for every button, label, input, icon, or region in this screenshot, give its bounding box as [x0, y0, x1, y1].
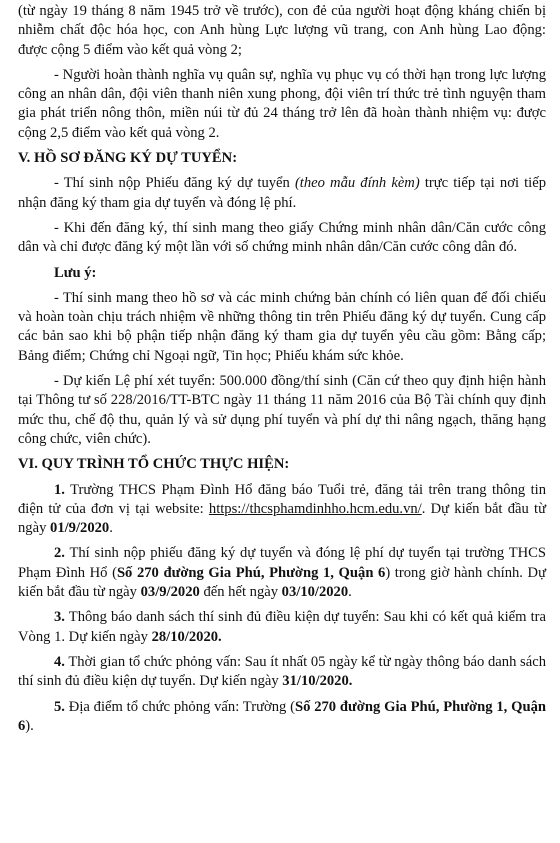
paragraph-documents: - Thí sinh mang theo hồ sơ và các minh chứng bản chính có liên quan để đối chiếu và hoàn toàn chịu trách nhiệm về những thông tin trên Phiếu đăng ký dự tuyển. Cung cấp các bản sao khi bộ phận tiếp nhận đăng ký tham gia dự tuyển yêu cầu gồm: Bằng cấp; Bảng điểm; Chứng chỉ Ngoại ngữ, Tin học; Phiếu khám sức khỏe.: [18, 289, 546, 364]
paragraph-priority-5-points: (từ ngày 19 tháng 8 năm 1945 trở về trước), con đẻ của người hoạt động kháng chiến bị nhiễm chất độc hóa học, con Anh hùng Lực lượng vũ trang, con Anh hùng Lao động: được cộng 5 điểm vào kết quả vòng 2;: [18, 3, 546, 58]
paragraph-id-requirement: - Khi đến đăng ký, thí sinh mang theo giấy Chứng minh nhân dân/Căn cước công dân và chỉ được đăng ký một lần với số chứng minh nhân dân/Căn cước công dân đó.: [18, 219, 546, 256]
list-item-2: 2. Thí sinh nộp phiếu đăng ký dự tuyển và đóng lệ phí dự tuyển tại trường THCS Phạm Đình Hổ (Số 270 đường Gia Phú, Phường 1, Quận 6) trong giờ hành chính. Dự kiến bắt đầu từ ngày 03/9/2020 đến hết ngày 03/10/2020.: [18, 545, 546, 601]
section-5-heading: V. HỒ SƠ ĐĂNG KÝ DỰ TUYỂN:: [18, 150, 238, 167]
list-item-4: 4. Thời gian tổ chức phỏng vấn: Sau ít nhất 05 ngày kể từ ngày thông báo danh sách thí sinh đủ điều kiện dự tuyển. Dự kiến ngày 31/10/2020.: [18, 653, 546, 690]
list-item-3: 3. Thông báo danh sách thí sinh đủ điều kiện dự tuyển: Sau khi có kết quả kiểm tra Vòng 1. Dự kiến ngày 28/10/2020.: [18, 609, 546, 645]
note-label: Lưu ý:: [54, 264, 97, 281]
list-item-5: 5. Địa điểm tổ chức phỏng vấn: Trường (Số 270 đường Gia Phú, Phường 1, Quận 6).: [18, 698, 546, 734]
list-item-1: 1. Trường THCS Phạm Đình Hổ đăng báo Tuổi trẻ, đăng tải trên trang thông tin điện tử của đơn vị tại website: https://thcsphamdinhho.hcm.edu.vn/. Dự kiến bắt đầu từ ngày 01/9/2020.: [18, 481, 546, 537]
paragraph-priority-2-5-points: - Người hoàn thành nghĩa vụ quân sự, nghĩa vụ phục vụ có thời hạn trong lực lượng công an nhân dân, đội viên thanh niên xung phong, đội viên trí thức trẻ tình nguyện tham gia phát triển nông thôn, miền núi từ đủ 24 tháng trở lên đã hoàn thành nhiệm vụ: được cộng 2,5 điểm vào kết quả vòng 2.: [18, 66, 546, 141]
paragraph-submit-form: - Thí sinh nộp Phiếu đăng ký dự tuyển (theo mẫu đính kèm) trực tiếp tại nơi tiếp nhận đăng ký tham gia dự tuyển và đóng lệ phí.: [18, 175, 546, 211]
school-website-link[interactable]: https://thcsphamdinhho.hcm.edu.vn/: [208, 500, 422, 517]
paragraph-fee: - Dự kiến Lệ phí xét tuyển: 500.000 đồng/thí sinh (Căn cứ theo quy định hiện hành tại Thông tư số 228/2016/TT-BTC ngày 11 tháng 11 năm 2016 của Bộ Tài chính quy định mức thu, chế độ thu, quản lý và sử dụng phí tuyển và phí dự thi nâng ngạch, thăng hạng công chức, viên chức).: [18, 373, 546, 447]
section-6-heading: VI. QUY TRÌNH TỔ CHỨC THỰC HIỆN:: [18, 456, 290, 473]
template-note: (theo mẫu đính kèm): [294, 175, 420, 192]
